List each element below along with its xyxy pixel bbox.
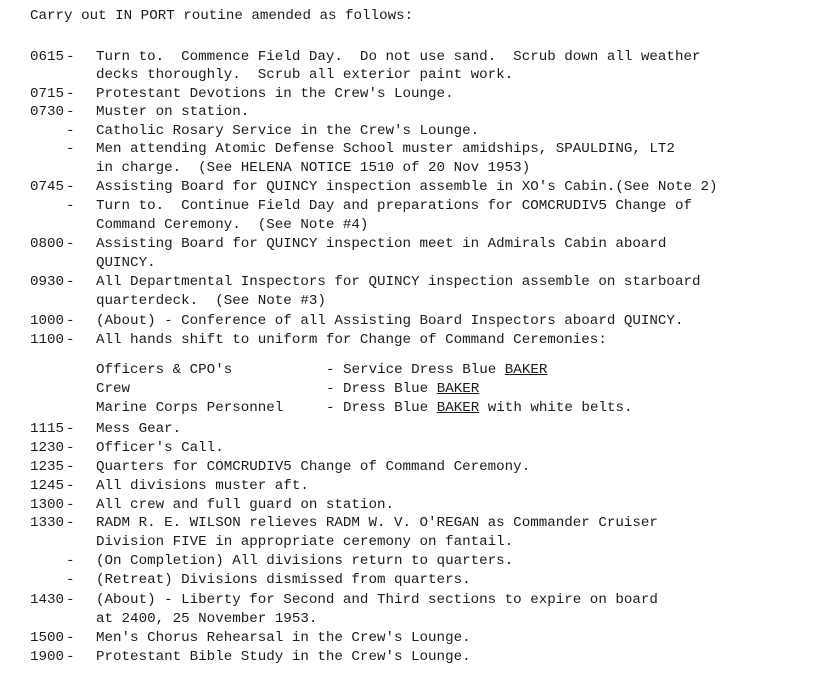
entry-text: Turn to. Commence Field Day. Do not use sand. Scrub down all weather [96, 49, 701, 65]
entry-text: Catholic Rosary Service in the Crew's Lounge. [96, 123, 480, 139]
uniform-dash: - [326, 362, 335, 378]
entry-time: 1430 [30, 592, 65, 608]
entry-text: (About) - Conference of all Assisting Board Inspectors aboard QUINCY. [96, 313, 684, 329]
entry-time: 1500 [30, 630, 65, 646]
entry-text: Men attending Atomic Defense School muster amidships, SPAULDING, LT2 [96, 141, 675, 157]
entry-time: 1900 [30, 649, 65, 665]
entry-time: 1300 [30, 497, 65, 513]
entry-text: Mess Gear. [96, 421, 182, 437]
entry-time: 0745 [30, 179, 65, 195]
entry-time: 1115 [30, 421, 65, 437]
entry-dash: - [66, 421, 75, 437]
uniform-name: Dress Blue [343, 400, 429, 416]
entry-time: 0715 [30, 86, 65, 102]
entry-text: Quarters for COMCRUDIV5 Change of Command Ceremony. [96, 459, 531, 475]
uniform-name: Service Dress Blue [343, 362, 497, 378]
entry-dash: - [66, 141, 75, 157]
entry-text: Turn to. Continue Field Day and preparations for COMCRUDIV5 Change of [96, 198, 692, 214]
entry-dash: - [66, 49, 75, 65]
entry-time: 1245 [30, 478, 65, 494]
uniform-dash: - [326, 400, 335, 416]
entry-text: Assisting Board for QUINCY inspection assemble in XO's Cabin.(See Note 2) [96, 179, 718, 195]
entry-text: (On Completion) All divisions return to quarters. [96, 553, 514, 569]
entry-text: Muster on station. [96, 104, 250, 120]
entry-text: decks thoroughly. Scrub all exterior paint work. [96, 67, 514, 83]
uniform-group: Marine Corps Personnel [96, 400, 284, 416]
uniform-group: Crew [96, 381, 131, 397]
entry-text: All crew and full guard on station. [96, 497, 394, 513]
entry-text: Protestant Devotions in the Crew's Lounge. [96, 86, 454, 102]
entry-dash: - [66, 649, 75, 665]
entry-dash: - [66, 123, 75, 139]
entry-time: 0615 [30, 49, 65, 65]
uniform-value [326, 362, 547, 378]
entry-time: 1000 [30, 313, 65, 329]
uniform-variant: BAKER [436, 400, 480, 416]
entry-text: Command Ceremony. (See Note #4) [96, 217, 369, 233]
entry-text: at 2400, 25 November 1953. [96, 611, 318, 627]
entry-text: RADM R. E. WILSON relieves RADM W. V. O'REGAN as Commander Cruiser [96, 515, 658, 531]
uniform-variant: BAKER [436, 381, 480, 397]
entry-dash: - [66, 592, 75, 608]
entry-dash: - [66, 478, 75, 494]
entry-text: Protestant Bible Study in the Crew's Lounge. [96, 649, 471, 665]
entry-text: QUINCY. [96, 255, 156, 271]
entry-dash: - [66, 274, 75, 290]
entry-time: 1100 [30, 332, 65, 348]
document-heading: Carry out IN PORT routine amended as follows: [30, 8, 414, 24]
entry-dash: - [66, 198, 75, 214]
entry-dash: - [66, 440, 75, 456]
uniform-group: Officers & CPO's [96, 362, 233, 378]
entry-dash: - [66, 104, 75, 120]
entry-dash: - [66, 179, 75, 195]
entry-time: 0800 [30, 236, 65, 252]
entry-dash: - [66, 459, 75, 475]
uniform-value [326, 381, 479, 397]
entry-dash: - [66, 497, 75, 513]
entry-time: 1230 [30, 440, 65, 456]
entry-dash: - [66, 630, 75, 646]
entry-text: Assisting Board for QUINCY inspection meet in Admirals Cabin aboard [96, 236, 667, 252]
entry-text: Men's Chorus Rehearsal in the Crew's Lounge. [96, 630, 471, 646]
entry-time: 1330 [30, 515, 65, 531]
entry-text: All divisions muster aft. [96, 478, 309, 494]
entry-time: 0730 [30, 104, 65, 120]
entry-dash: - [66, 515, 75, 531]
uniform-name: Dress Blue [343, 381, 429, 397]
entry-dash: - [66, 313, 75, 329]
uniform-value [326, 400, 633, 416]
entry-text: (Retreat) Divisions dismissed from quarters. [96, 572, 471, 588]
entry-text: Division FIVE in appropriate ceremony on fantail. [96, 534, 514, 550]
entry-dash: - [66, 86, 75, 102]
uniform-dash: - [326, 381, 335, 397]
entry-text: Officer's Call. [96, 440, 224, 456]
entry-text: quarterdeck. (See Note #3) [96, 293, 326, 309]
entry-text: (About) - Liberty for Second and Third sections to expire on board [96, 592, 658, 608]
entry-time: 0930 [30, 274, 65, 290]
uniform-variant: BAKER [504, 362, 548, 378]
entry-time: 1235 [30, 459, 65, 475]
entry-text: All hands shift to uniform for Change of Command Ceremonies: [96, 332, 607, 348]
entry-dash: - [66, 572, 75, 588]
entry-dash: - [66, 553, 75, 569]
entry-text: All Departmental Inspectors for QUINCY inspection assemble on starboard [96, 274, 701, 290]
entry-text: in charge. (See HELENA NOTICE 1510 of 20 Nov 1953) [96, 160, 531, 176]
uniform-suffix: with white belts. [479, 400, 633, 416]
entry-dash: - [66, 332, 75, 348]
entry-dash: - [66, 236, 75, 252]
